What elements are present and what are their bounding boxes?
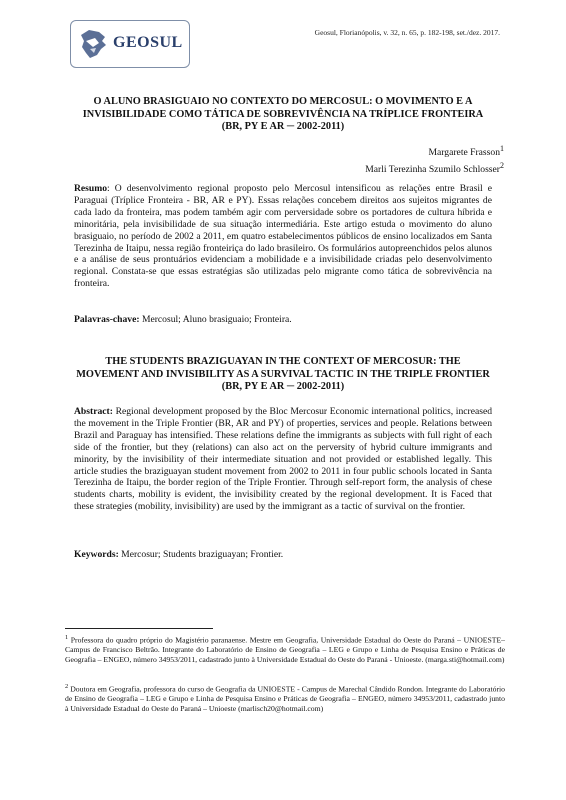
footnote-1 (65, 633, 505, 665)
author-2-footnote-ref[interactable]: 2 (500, 160, 504, 170)
journal-citation: Geosul, Florianópolis, v. 32, n. 65, p. 182-198, set./dez. 2017. (314, 28, 500, 37)
journal-logo (70, 20, 190, 68)
abstract-en-text: Regional development proposed by the Bloc Mercosur Economic international politics, increased the movement in the Triple Frontier (BR, AR and PY) of properties, services and people. Relations between Brazil and Paraguay has intensified. These relations define the immigrants as subjects with full right of each side of the frontier, but they (relations) can also act on the perversity of hybrid culture immigrants and minority, by the invisibility of their intermediate situation and not provided or established legally. This article studies the braziguayan student movement from 2002 to 2011 in four public schools located in Santa Terezinha de Itaipu, the border region of the Triple Frontier. Through self-report form, the analysis of chese students charts, mobility is evident, the invisibility created by the regional development. It is Faced that these strategies (mobility, invisibility) are used by the immigrant as a tactic of survival on the frontier. (74, 406, 492, 513)
author-1-name: Margarete Frasson (428, 147, 500, 159)
keywords-pt (74, 314, 492, 326)
south-region-map-icon (75, 25, 113, 63)
footnote-2-text: Doutora em Geografia, professora do curso de Geografia da UNIOESTE - Campus de Marechal Cândido Rondon. Integrante do Laboratório de Ensino de Geografia – LEG e Grupo e Linha de Pesquisa Ensino e Práticas de Geografia – ENGEO, número 34953/2011, cadastrado junto à Universidade Estadual do Oeste do Paraná – Unioeste (marlisch20@hotmail.com) (65, 684, 505, 714)
keywords-en (74, 549, 492, 561)
footnote-2-marker: 2 (65, 683, 69, 690)
footnote-2 (65, 682, 505, 714)
abstract-en (74, 406, 492, 513)
abstract-pt-text: : O desenvolvimento regional proposto pelo Mercosul intensificou as relações entre Brasil e Paraguai (Tríplice Fronteira - BR, AR e PY). Essas relações concebem direitos aos sujeitos migrantes de cada lado da fronteira, mas podem também agir com perversidade sobre os portadores de cultura híbrida e minoritária, pela invisibilidade de sua situação intermediária. Este artigo estuda o movimento do aluno brasiguaio, no período de 2002 a 2011, em quatro estabelecimentos públicos de ensino localizados em Santa Terezinha de Itaipu, nessa região fronteiriça do lado brasileiro. Os formulários autopreenchidos pelos alunos e a análise de seus prontuários evidenciam a mobilidade e a invisibilidade criadas pelo desenvolvimento regional. Constata-se que essas estratégias são utilizadas pelo migrante como tática de sobrevivência na fronteira. (74, 183, 492, 290)
footnote-1-marker: 1 (65, 634, 69, 641)
page-header (70, 20, 500, 70)
author-2-name: Marli Terezinha Szumilo Schlosser (365, 163, 500, 175)
keywords-pt-label: Palavras-chave: (74, 314, 140, 325)
abstract-en-label: Abstract: (74, 406, 113, 417)
author-2 (365, 160, 504, 177)
author-1 (365, 143, 504, 160)
author-list (365, 143, 504, 176)
keywords-en-text: Mercosur; Students braziguayan; Frontier. (118, 549, 284, 560)
author-1-footnote-ref[interactable]: 1 (500, 144, 504, 153)
logo-text: GEOSUL (113, 34, 183, 51)
footnote-divider (65, 628, 213, 629)
title-en: THE STUDENTS BRAZIGUAYAN IN THE CONTEXT OF MERCOSUR: THE MOVEMENT AND INVISIBILITY AS A SURVIVAL TACTIC IN THE TRIPLE FRONTIER (BR, PY E AR ─ 2002-2011) (76, 356, 490, 392)
keywords-pt-text: Mercosul; Aluno brasiguaio; Fronteira. (139, 314, 292, 325)
abstract-pt (74, 183, 492, 290)
title-pt: O ALUNO BRASIGUAIO NO CONTEXTO DO MERCOSUL: O MOVIMENTO E A INVISIBILIDADE COMO TÁTICA DE SOBREVIVÊNCIA NA TRÍPLICE FRONTEIRA (BR, PY E AR ─ 2002-2011) (82, 96, 484, 132)
footnote-1-text: Professora do quadro próprio do Magistério paranaense. Mestre em Geografia, Universidade Estadual do Oeste do Paraná – UNIOESTE– Campus de Francisco Beltrão. Integrante do Laboratório de Ensino de Geografia – LEG e Grupo e Linha de Pesquisa Ensino e Práticas de Geografia – ENGEO, número 34953/2011, cadastrado junto à Universidade Estadual do Oeste do Paraná - Unioeste. (marga.sti@hotmail.com) (65, 635, 505, 665)
abstract-pt-label: Resumo (74, 183, 108, 194)
keywords-en-label: Keywords: (74, 549, 119, 560)
